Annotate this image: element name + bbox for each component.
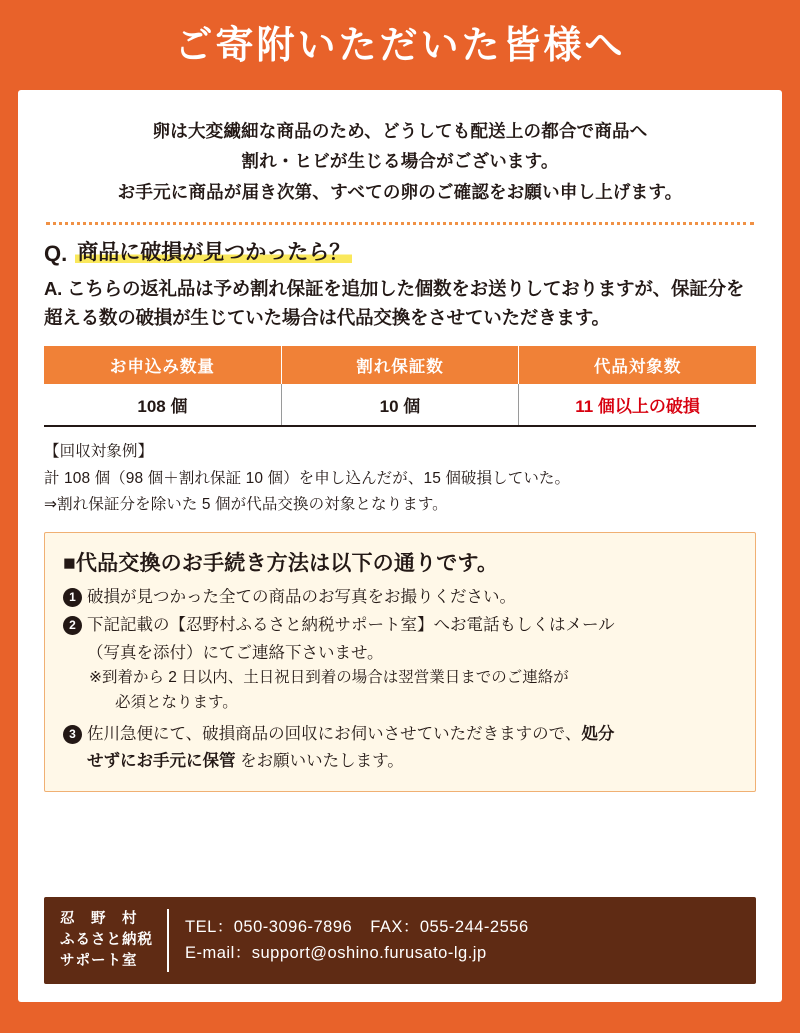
step-number-1-icon: 1	[63, 588, 82, 607]
question-row	[44, 239, 756, 267]
email-label[interactable]: E-mail：support@oshino.furusato-lg.jp	[185, 944, 487, 963]
step-3-continuation	[63, 749, 737, 775]
step-3-bold-1: 処分	[581, 724, 615, 743]
table-row	[44, 384, 756, 426]
question-mark-label: Q.	[44, 240, 68, 266]
org-line-1: 忍 野 村	[60, 910, 138, 927]
lead-line-3: お手元に商品が届き次第、すべての卵のご確認をお願い申し上げます。	[117, 182, 683, 203]
step-2-continuation: （写真を添付）にてご連絡下さいませ。	[87, 643, 384, 662]
table-cell-order-qty: 108 個	[44, 384, 281, 426]
contact-details	[185, 915, 529, 967]
step-1-text: 破損が見つかった全ての商品のお写真をお撮りください。	[87, 588, 516, 607]
lead-text	[44, 116, 756, 208]
answer-text: A. こちらの返礼品は予め割れ保証を追加した個数をお送りしておりますが、保証分を超える数の破損が生じていた場合は代品交換をさせていただきます。	[44, 278, 745, 328]
procedure-step-1	[63, 585, 737, 611]
step-number-2-icon: 2	[63, 616, 82, 635]
step-3-tail: をお願いいたします。	[235, 752, 404, 771]
table-header-order-qty: お申込み数量	[44, 346, 281, 384]
lead-line-1: 卵は大変繊細な商品のため、どうしても配送上の都合で商品へ	[152, 120, 648, 141]
question-text: 商品に破損が見つかったら？	[77, 240, 351, 264]
step-number-3-icon: 3	[63, 725, 82, 744]
example-block	[44, 439, 756, 518]
content-card	[18, 90, 782, 1002]
step-2-note-line-2: 必須となります。	[115, 693, 238, 711]
table-header-row	[44, 346, 756, 384]
lead-line-2: 割れ・ヒビが生じる場合がございます。	[241, 151, 559, 172]
step-2-text: 下記記載の【忍野村ふるさと納税サポート室】へお電話もしくはメール	[87, 616, 615, 634]
example-line-2: ⇒割れ保証分を除いた 5 個が代品交換の対象となります。	[44, 496, 448, 514]
procedure-box	[44, 532, 756, 791]
step-3-lead: 佐川急便にて、破損商品の回収にお伺いさせていただきますので、	[87, 724, 582, 743]
page-title: ご寄附いただいた皆様へ	[174, 25, 626, 67]
quantity-table	[44, 346, 756, 427]
tel-label[interactable]: TEL：050-3096-7896	[185, 917, 353, 936]
procedure-title: ■代品交換のお手続き方法は以下の通りです。	[63, 552, 499, 576]
procedure-step-2	[63, 613, 737, 639]
table-header-replacement-qty: 代品対象数	[519, 346, 756, 384]
procedure-step-3	[63, 722, 737, 748]
contact-footer	[44, 897, 756, 984]
step-2-note-line-1: ※到着から 2 日以内、土日祝日到着の場合は翌営業日までのご連絡が	[89, 669, 569, 687]
org-line-3: サポート室	[60, 952, 138, 969]
fax-label: FAX：055-244-2556	[370, 917, 529, 936]
table-cell-guarantee-qty: 10 個	[281, 384, 518, 426]
step-3-text	[87, 722, 737, 748]
table-header-guarantee-qty: 割れ保証数	[281, 346, 518, 384]
organization-name	[60, 909, 169, 972]
contact-phone-row	[185, 915, 529, 940]
org-line-2: ふるさと納税	[60, 931, 153, 948]
table-cell-replacement-qty: 11 個以上の破損	[519, 384, 756, 426]
example-line-1: 計 108 個（98 個＋割れ保証 10 個）を申し込んだが、15 個破損していた。	[44, 469, 571, 487]
example-label: 【回収対象例】	[44, 443, 154, 461]
dotted-divider	[46, 222, 754, 225]
step-3-bold-2: せずにお手元に保管	[87, 752, 236, 771]
